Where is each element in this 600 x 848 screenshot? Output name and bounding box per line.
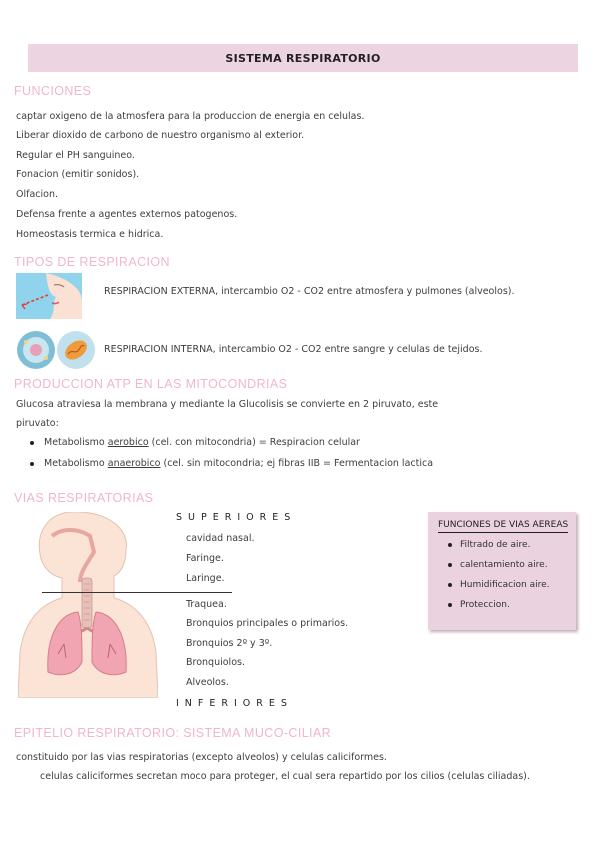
atp-line-1: Glucosa atraviesa la membrana y mediante la Glucolisis se convierte en 2 piruvato, este bbox=[16, 399, 439, 410]
via-superior-1: cavidad nasal. bbox=[186, 533, 255, 544]
box-item-1: Filtrado de aire. bbox=[448, 540, 530, 550]
box-item-4: Proteccion. bbox=[448, 600, 510, 610]
funcion-item-4: Fonacion (emitir sonidos). bbox=[16, 169, 140, 180]
atp-bullet-aerobico: Metabolismo aerobico (cel. con mitocondria) = Respiracion celular bbox=[30, 437, 360, 448]
atp-line-2: piruvato: bbox=[16, 418, 59, 429]
face-breathing-illustration bbox=[16, 273, 82, 319]
via-inferior-3: Bronquios 2º y 3º. bbox=[186, 638, 273, 649]
funcion-item-2: Liberar dioxido de carbono de nuestro organismo al exterior. bbox=[16, 130, 305, 141]
divider-line bbox=[42, 592, 232, 593]
heading-vias-respiratorias: VIAS RESPIRATORIAS bbox=[14, 491, 154, 505]
label-inferiores: INFERIORES bbox=[176, 698, 293, 709]
funcion-item-3: Regular el PH sanguineo. bbox=[16, 150, 135, 161]
via-superior-3: Laringe. bbox=[186, 573, 225, 584]
heading-tipos-respiracion: TIPOS DE RESPIRACION bbox=[14, 255, 170, 269]
via-inferior-5: Alveolos. bbox=[186, 677, 229, 688]
epitelio-line-2: celulas caliciformes secretan moco para proteger, el cual sera repartido por los cilios (celulas ciliadas). bbox=[40, 771, 530, 782]
via-inferior-4: Bronquiolos. bbox=[186, 657, 245, 668]
via-inferior-1: Traquea. bbox=[186, 599, 227, 610]
page-title: SISTEMA RESPIRATORIO bbox=[225, 51, 381, 65]
label-superiores: SUPERIORES bbox=[176, 512, 297, 523]
atp-bullet-anaerobico: Metabolismo anaerobico (cel. sin mitocondria; ej fibras IIB = Fermentacion lactica bbox=[30, 458, 433, 469]
respiracion-interna-text: RESPIRACION INTERNA, intercambio O2 - CO2 entre sangre y celulas de tejidos. bbox=[104, 344, 483, 355]
box-title: FUNCIONES DE VIAS AEREAS bbox=[438, 520, 568, 533]
title-bar bbox=[28, 44, 578, 72]
funcion-item-5: Olfacion. bbox=[16, 189, 58, 200]
funcion-item-6: Defensa frente a agentes externos patogenos. bbox=[16, 209, 238, 220]
funcion-item-1: captar oxigeno de la atmosfera para la produccion de energia en celulas. bbox=[16, 111, 365, 122]
funciones-vias-aereas-box bbox=[428, 512, 576, 630]
heading-funciones: FUNCIONES bbox=[14, 84, 92, 98]
respiratory-system-illustration bbox=[18, 512, 158, 698]
cell-mitochondria-illustration bbox=[16, 330, 96, 370]
heading-epitelio: EPITELIO RESPIRATORIO: SISTEMA MUCO-CILIAR bbox=[14, 726, 332, 740]
via-superior-2: Faringe. bbox=[186, 553, 224, 564]
funcion-item-7: Homeostasis termica e hidrica. bbox=[16, 229, 164, 240]
box-item-3: Humidificacion aire. bbox=[448, 580, 550, 590]
respiracion-externa-text: RESPIRACION EXTERNA, intercambio O2 - CO2 entre atmosfera y pulmones (alveolos). bbox=[104, 286, 515, 297]
heading-produccion-atp: PRODUCCION ATP EN LAS MITOCONDRIAS bbox=[14, 377, 288, 391]
box-item-2: calentamiento aire. bbox=[448, 560, 548, 570]
via-inferior-2: Bronquios principales o primarios. bbox=[186, 618, 349, 629]
epitelio-line-1: constituido por las vias respiratorias (excepto alveolos) y celulas caliciformes. bbox=[16, 752, 387, 763]
